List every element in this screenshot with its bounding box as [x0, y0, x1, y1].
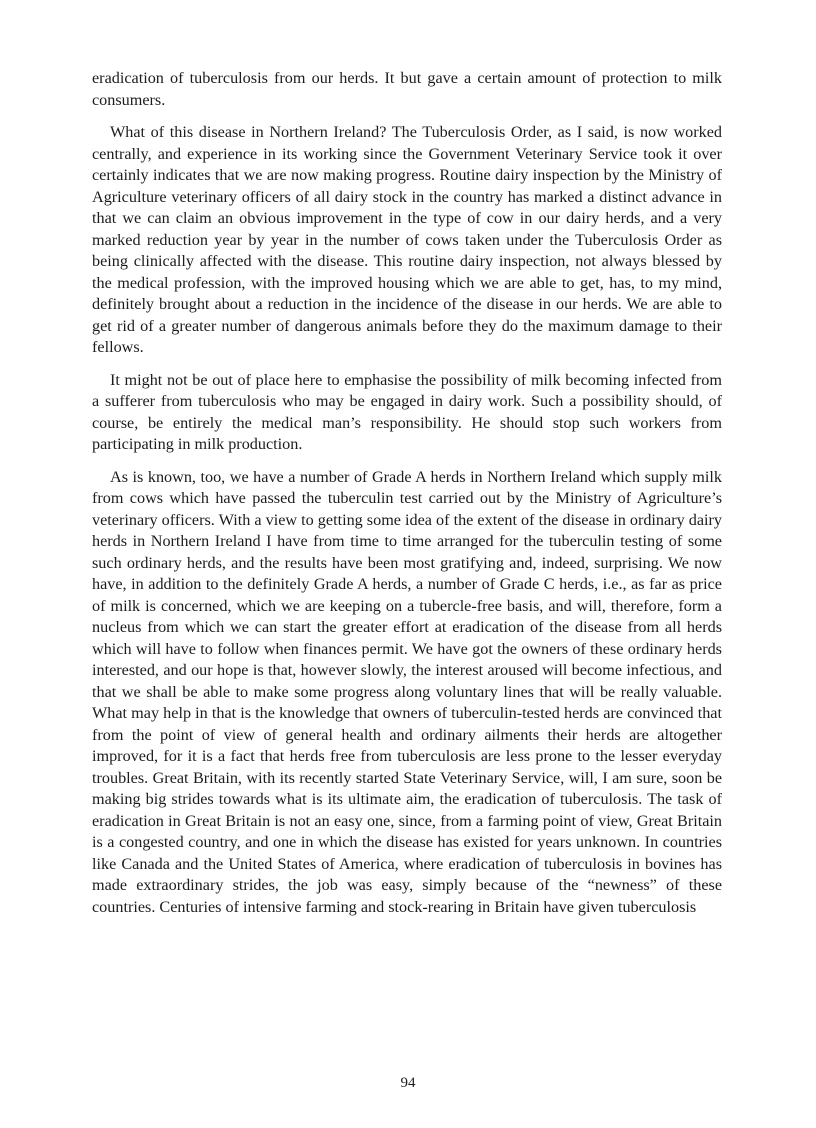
paragraph-grade-a-herds: As is known, too, we have a number of Grade A herds in Northern Ireland which supply milk from cows which have passed the tuberculin test carried out by the Ministry of Agriculture’s veterinary officers. With a view to getting some idea of the extent of the disease in ordinary dairy herds in Northern Ireland I have from time to time arranged for the tuberculin testing of some such ordinary herds, and the results have been most gratifying and, indeed, surprising. We now have, in addition to the definitely Grade A herds, a number of Grade C herds, i.e., as far as price of milk is concerned, which we are keeping on a tubercle-free basis, and will, therefore, form a nucleus from which we can start the greater effort at eradication of the disease from all herds which will have to follow when finances permit. We have got the owners of these ordinary herds interested, and our hope is that, however slowly, the interest aroused will become infectious, and that we shall be able to make some progress along voluntary lines that will be really valuable. What may help in that is the knowledge that owners of tuberculin-tested herds are convinced that from the point of view of general health and ordinary ailments their herds are altogether improved, for it is a fact that herds free from tuberculosis are less prone to the lesser everyday troubles. Great Britain, with its recently started State Veterinary Service, will, I am sure, soon be making big strides towards what is its ultimate aim, the eradication of tuberculosis. The task of eradication in Great Britain is not an easy one, since, from a farming point of view, Great Britain is a congested country, and one in which the disease has existed for years unknown. In countries like Canada and the United States of America, where eradication of tuberculosis in bovines has made extraordinary strides, the job was easy, simply because of the “newness” of these countries. Centuries of intensive farming and stock-rearing in Britain have given tuberculosis: [92, 467, 722, 916]
paragraph-continuation: eradication of tuberculosis from our herds. It but gave a certain amount of protection to milk consumers.: [92, 69, 722, 109]
page-body: [92, 68, 722, 918]
paragraph-infected-milk: It might not be out of place here to emphasise the possibility of milk becoming infected from a sufferer from tuberculosis who may be engaged in dairy work. Such a possibility should, of course, be entirely the medical man’s responsibility. He should stop such workers from participating in milk production.: [92, 370, 722, 453]
paragraph-northern-ireland: What of this disease in Northern Ireland? The Tuberculosis Order, as I said, is now worked centrally, and experience in its working since the Government Veterinary Service took it over certainly indicates that we are now making progress. Routine dairy inspection by the Ministry of Agriculture veterinary officers of all dairy stock in the country has marked a distinct advance in that we can claim an obvious improvement in the type of cow in our dairy herds, and a very marked reduction year by year in the number of cows taken under the Tuberculosis Order as being clinically affected with the disease. This routine dairy inspection, not always blessed by the medical profession, with the improved housing which we are able to get, has, to my mind, definitely brought about a reduction in the incidence of the disease in our herds. We are able to get rid of a greater number of dangerous animals before they do the maximum damage to their fellows.: [92, 123, 722, 356]
page-number: 94: [400, 1075, 416, 1091]
